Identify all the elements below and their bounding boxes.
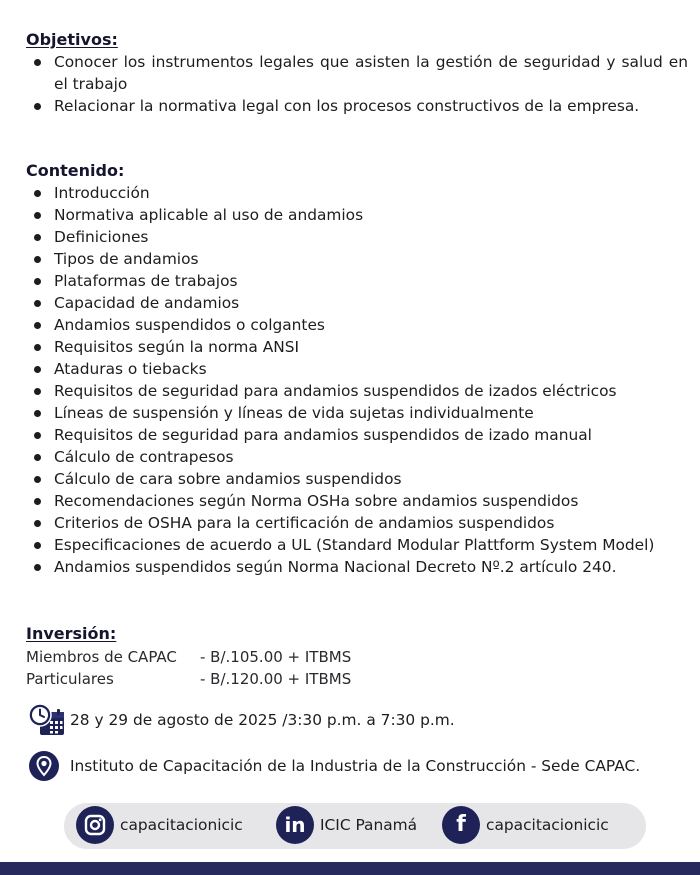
list-item: Requisitos de seguridad para andamios suspendidos de izados eléctricos <box>26 380 688 402</box>
social-linkedin[interactable] <box>276 806 417 844</box>
price-value: - B/.105.00 + ITBMS <box>200 648 352 666</box>
facebook-handle: capacitacionicic <box>486 816 609 834</box>
clock-calendar-icon <box>28 703 66 737</box>
objetivos-list <box>26 51 688 117</box>
contenido-heading: Contenido: <box>26 161 125 180</box>
facebook-icon: f <box>442 806 480 844</box>
list-item: Andamios suspendidos o colgantes <box>26 314 688 336</box>
linkedin-handle: ICIC Panamá <box>320 816 418 834</box>
list-item: Definiciones <box>26 226 688 248</box>
price-label: Miembros de CAPAC <box>26 648 177 666</box>
list-item: Capacidad de andamios <box>26 292 688 314</box>
schedule-line <box>28 703 455 737</box>
location-line <box>28 750 640 782</box>
instagram-icon <box>76 806 114 844</box>
list-item: Líneas de suspensión y líneas de vida sujetas individualmente <box>26 402 688 424</box>
price-value: - B/.120.00 + ITBMS <box>200 670 352 688</box>
contenido-list <box>26 182 688 578</box>
bottom-bar <box>0 862 700 875</box>
list-item: Cálculo de cara sobre andamios suspendidos <box>26 468 688 490</box>
list-item: Ataduras o tiebacks <box>26 358 688 380</box>
list-item: Especificaciones de acuerdo a UL (Standard Modular Plattform System Model) <box>26 534 688 556</box>
list-item: Requisitos según la norma ANSI <box>26 336 688 358</box>
price-label: Particulares <box>26 670 114 688</box>
list-item: Conocer los instrumentos legales que asisten la gestión de seguridad y salud en el trabajo <box>26 51 688 95</box>
linkedin-icon: in <box>276 806 314 844</box>
list-item: Introducción <box>26 182 688 204</box>
list-item: Relacionar la normativa legal con los procesos constructivos de la empresa. <box>26 95 688 117</box>
list-item: Requisitos de seguridad para andamios suspendidos de izado manual <box>26 424 688 446</box>
list-item: Criterios de OSHA para la certificación de andamios suspendidos <box>26 512 688 534</box>
objetivos-heading: Objetivos: <box>26 30 118 49</box>
social-instagram[interactable] <box>76 806 243 844</box>
location-pin-icon <box>28 750 60 782</box>
location-text: Instituto de Capacitación de la Industria de la Construcción - Sede CAPAC. <box>70 757 641 775</box>
list-item: Normativa aplicable al uso de andamios <box>26 204 688 226</box>
social-facebook[interactable] <box>442 806 609 844</box>
list-item: Recomendaciones según Norma OSHa sobre andamios suspendidos <box>26 490 688 512</box>
schedule-text: 28 y 29 de agosto de 2025 /3:30 p.m. a 7:30 p.m. <box>70 711 455 729</box>
inversion-heading: Inversión: <box>26 624 117 643</box>
list-item: Cálculo de contrapesos <box>26 446 688 468</box>
list-item: Andamios suspendidos según Norma Nacional Decreto Nº.2 artículo 240. <box>26 556 688 578</box>
list-item: Tipos de andamios <box>26 248 688 270</box>
instagram-handle: capacitacionicic <box>120 816 243 834</box>
list-item: Plataformas de trabajos <box>26 270 688 292</box>
